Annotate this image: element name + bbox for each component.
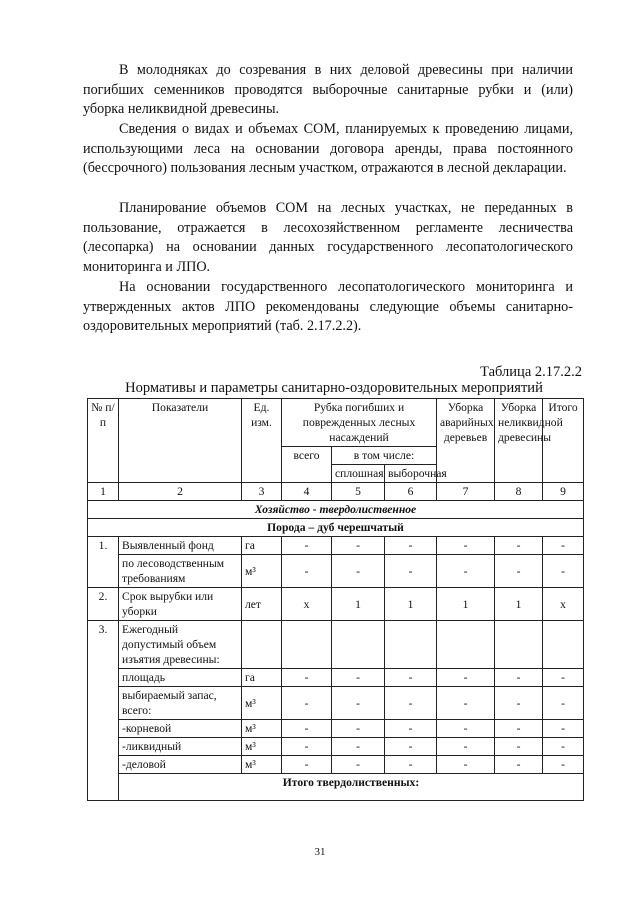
header-total: Итого xyxy=(543,399,584,483)
cell-empty xyxy=(385,621,437,669)
table-row xyxy=(88,537,584,555)
section-species: Порода – дуб черешчатый xyxy=(88,519,584,537)
cell-value: - xyxy=(385,537,437,555)
col-num: 1 xyxy=(88,483,119,501)
cell-value: 1 xyxy=(385,588,437,621)
row-label: выбираемый запас, всего: xyxy=(119,687,242,720)
cell-value: - xyxy=(332,669,385,687)
table-row xyxy=(88,621,584,669)
cell-value: - xyxy=(495,555,543,588)
row-num: 3. xyxy=(88,621,119,801)
cell-value: - xyxy=(332,756,385,774)
cell-value: - xyxy=(332,738,385,756)
col-num: 2 xyxy=(119,483,242,501)
header-indicators: Показатели xyxy=(119,399,242,483)
cell-value: - xyxy=(495,756,543,774)
cell-empty xyxy=(332,621,385,669)
cell-empty xyxy=(437,621,495,669)
row-num: 1. xyxy=(88,537,119,588)
cell-value: - xyxy=(282,720,332,738)
cell-value: - xyxy=(543,720,584,738)
norms-table xyxy=(87,398,584,801)
cell-value: - xyxy=(385,756,437,774)
cell-value: - xyxy=(332,555,385,588)
header-num: № п/п xyxy=(88,399,119,483)
cell-value: - xyxy=(543,537,584,555)
cell-value: - xyxy=(543,756,584,774)
row-unit: м³ xyxy=(242,687,282,720)
table-row xyxy=(88,720,584,738)
col-num: 7 xyxy=(437,483,495,501)
cell-value: - xyxy=(543,669,584,687)
cell-value: - xyxy=(332,687,385,720)
row-label: -деловой xyxy=(119,756,242,774)
cell-value: х xyxy=(543,588,584,621)
cell-value: - xyxy=(437,555,495,588)
col-num: 5 xyxy=(332,483,385,501)
paragraph-3: Планирование объемов СОМ на лесных участках, не переданных в пользование, отражается в лесохозяйственном регламенте лесничества (лесопарка) на основании данных государственного лесопатологического мониторинга и ЛПО. xyxy=(83,200,573,276)
cell-value: - xyxy=(282,687,332,720)
row-label: площадь xyxy=(119,669,242,687)
cell-empty xyxy=(495,621,543,669)
paragraph-4: На основании государственного лесопатологического мониторинга и утвержденных актов ЛПО рекомендованы следующие объемы санитарно-оздоровительных мероприятий (таб. 2.17.2.2). xyxy=(83,279,573,335)
header-all: всего xyxy=(282,447,332,483)
cell-value: - xyxy=(543,555,584,588)
section-row xyxy=(88,501,584,519)
cell-value: - xyxy=(543,687,584,720)
cell-value: - xyxy=(437,687,495,720)
row-label: -ликвидный xyxy=(119,738,242,756)
col-num: 3 xyxy=(242,483,282,501)
cell-value: - xyxy=(282,537,332,555)
paragraph-2: Сведения о видах и объемах СОМ, планируемых к проведению лицами, использующими леса на основании договора аренды, права постоянного (бессрочного) пользования лесным участком, отражаются в лесной декларации. xyxy=(83,121,573,177)
cell-value: - xyxy=(385,555,437,588)
header-including: в том числе: xyxy=(332,447,437,465)
cell-value: - xyxy=(332,537,385,555)
table-row xyxy=(88,669,584,687)
row-unit: м³ xyxy=(242,738,282,756)
row-unit: м³ xyxy=(242,756,282,774)
cell-value: х xyxy=(282,588,332,621)
table-number: Таблица 2.17.2.2 xyxy=(480,364,582,380)
cell-value: 1 xyxy=(437,588,495,621)
col-num: 4 xyxy=(282,483,332,501)
column-numbers-row xyxy=(88,483,584,501)
cell-value: - xyxy=(495,537,543,555)
row-unit: м³ xyxy=(242,555,282,588)
cell-value: - xyxy=(332,720,385,738)
total-row xyxy=(88,774,584,801)
header-row-1 xyxy=(88,399,584,447)
table-title: Нормативы и параметры санитарно-оздоровительных мероприятий xyxy=(125,380,543,396)
col-num: 6 xyxy=(385,483,437,501)
cell-empty xyxy=(543,621,584,669)
cell-value: 1 xyxy=(495,588,543,621)
row-label: Выявленный фонд xyxy=(119,537,242,555)
row-num: 2. xyxy=(88,588,119,621)
cell-value: - xyxy=(282,738,332,756)
table-row xyxy=(88,687,584,720)
table-row xyxy=(88,555,584,588)
row-unit: га xyxy=(242,669,282,687)
row-unit: га xyxy=(242,537,282,555)
cell-value: - xyxy=(385,738,437,756)
row-label: Срок вырубки или уборки xyxy=(119,588,242,621)
table-row xyxy=(88,738,584,756)
row-label: по лесоводственным требованиям xyxy=(119,555,242,588)
cell-empty xyxy=(242,621,282,669)
col-num: 8 xyxy=(495,483,543,501)
row-unit: м³ xyxy=(242,720,282,738)
section-row xyxy=(88,519,584,537)
header-emergency: Уборка аварийных деревьев xyxy=(437,399,495,483)
cell-value: - xyxy=(282,669,332,687)
total-hardwood: Итого твердолиственных: xyxy=(119,774,584,801)
cell-value: - xyxy=(437,537,495,555)
header-felling: Рубка погибших и поврежденных лесных насаждений xyxy=(282,399,437,447)
cell-value: - xyxy=(495,669,543,687)
table-row xyxy=(88,588,584,621)
cell-value: 1 xyxy=(332,588,385,621)
cell-value: - xyxy=(437,669,495,687)
cell-value: - xyxy=(495,687,543,720)
col-num: 9 xyxy=(543,483,584,501)
cell-value: - xyxy=(437,720,495,738)
cell-value: - xyxy=(385,687,437,720)
header-unit: Ед. изм. xyxy=(242,399,282,483)
cell-empty xyxy=(282,621,332,669)
header-illiquid: Уборка неликвидной древесины xyxy=(495,399,543,483)
cell-value: - xyxy=(385,669,437,687)
cell-value: - xyxy=(282,555,332,588)
cell-value: - xyxy=(543,738,584,756)
paragraph-1: В молодняках до созревания в них деловой древесины при наличии погибших семенников проводятся выборочные санитарные рубки и (или) уборка неликвидной древесины. xyxy=(83,62,573,118)
cell-value: - xyxy=(495,738,543,756)
cell-value: - xyxy=(495,720,543,738)
cell-value: - xyxy=(282,756,332,774)
cell-value: - xyxy=(437,756,495,774)
header-selective: выборочная xyxy=(385,465,437,483)
section-farm: Хозяйство - твердолиственное xyxy=(88,501,584,519)
cell-value: - xyxy=(437,738,495,756)
row-label: -корневой xyxy=(119,720,242,738)
header-clear: сплошная xyxy=(332,465,385,483)
cell-value: - xyxy=(385,720,437,738)
page-number: 31 xyxy=(314,846,326,858)
row-label: Ежегодный допустимый объем изъятия древесины: xyxy=(119,621,242,669)
row-unit: лет xyxy=(242,588,282,621)
table-row xyxy=(88,756,584,774)
